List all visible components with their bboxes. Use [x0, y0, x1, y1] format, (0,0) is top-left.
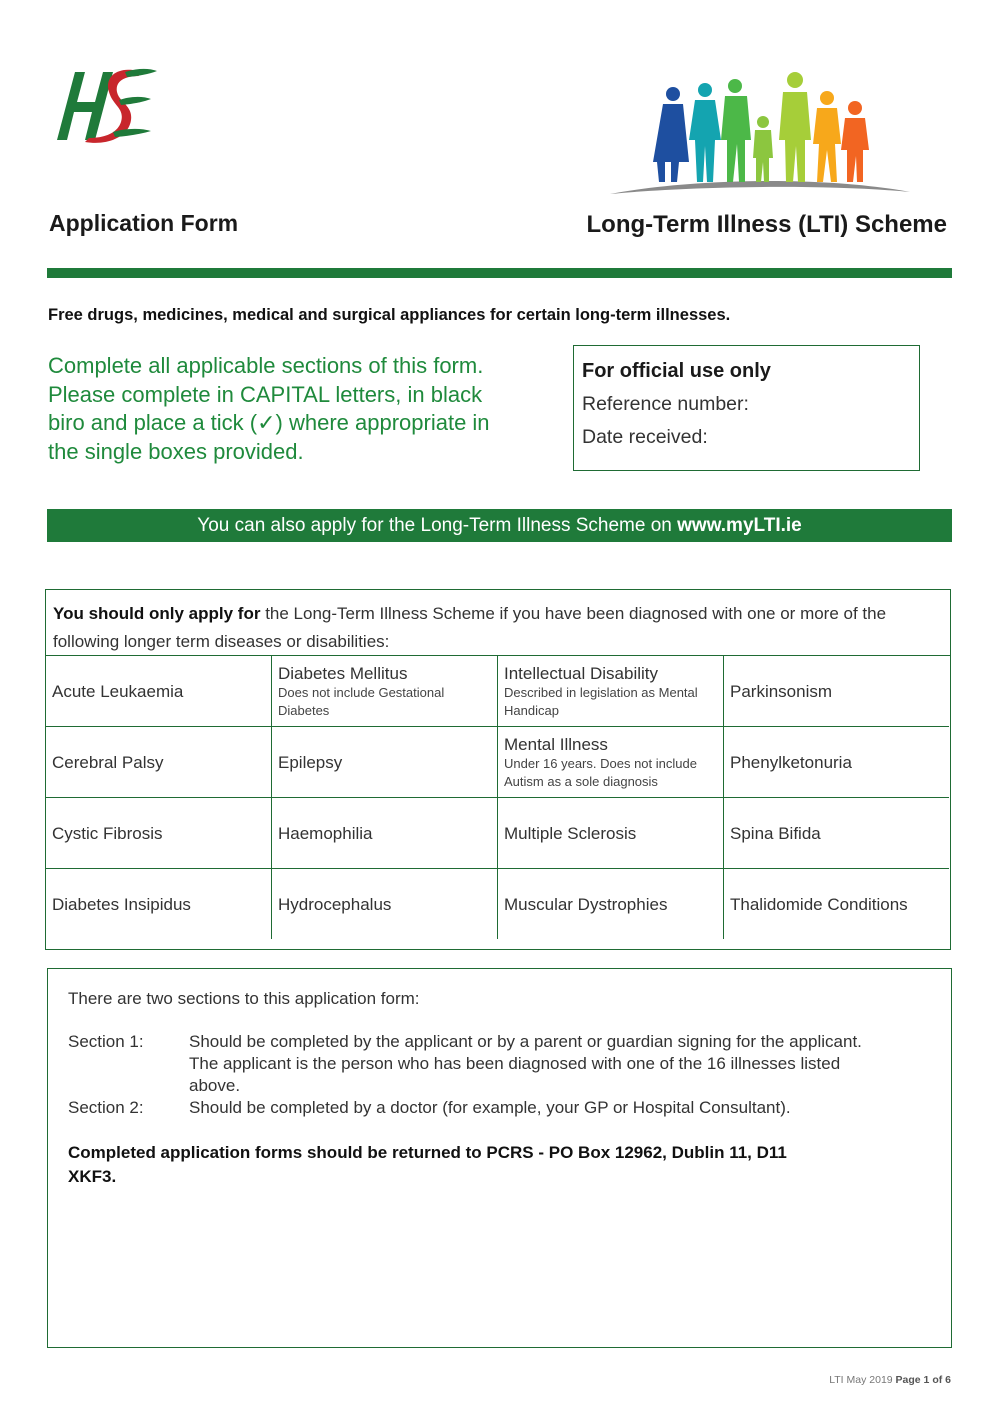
sections-intro: There are two sections to this application form:	[68, 989, 420, 1008]
hse-logo	[55, 62, 160, 147]
online-application-banner	[47, 509, 952, 542]
person-4	[753, 116, 773, 182]
illness-name: Parkinsonism	[730, 681, 833, 701]
illness-note: Under 16 years. Does not include Autism as a sole diagnosis	[504, 755, 697, 789]
illness-cell	[498, 656, 724, 727]
form-sections-box	[47, 968, 952, 1348]
illness-cell	[498, 727, 724, 798]
section-1-row	[68, 1031, 931, 1097]
people-illustration	[605, 70, 915, 198]
page-footer	[829, 1374, 951, 1386]
section-1-label: Section 1:	[68, 1032, 144, 1051]
section-2-row	[68, 1097, 931, 1119]
header-divider	[47, 268, 952, 278]
official-use-title: For official use only	[582, 360, 771, 382]
person-3	[721, 79, 751, 182]
illness-note: Described in legislation as Mental Handicap	[504, 684, 698, 718]
illness-cell	[498, 798, 724, 869]
form-title: Application Form	[49, 210, 239, 236]
section-2-text: Should be completed by a doctor (for example, your GP or Hospital Consultant).	[189, 1098, 791, 1117]
illness-note: Does not include Gestational Diabetes	[278, 684, 445, 718]
illness-name: Diabetes Insipidus	[52, 894, 191, 914]
illness-cell	[46, 869, 272, 939]
illness-name: Cerebral Palsy	[52, 752, 164, 772]
footer-version: LTI May 2019	[829, 1374, 896, 1386]
illness-name: Cystic Fibrosis	[52, 823, 163, 843]
illness-name: Haemophilia	[278, 823, 373, 843]
illness-name: Epilepsy	[278, 752, 343, 772]
date-received-label: Date received:	[582, 426, 708, 448]
illness-cell	[272, 727, 498, 798]
eligible-illnesses-box	[45, 589, 951, 950]
illness-name: Hydrocephalus	[278, 894, 392, 914]
person-6	[813, 91, 841, 182]
illness-cell	[272, 656, 498, 727]
person-7	[841, 101, 869, 182]
person-1	[653, 87, 689, 182]
section-1-text: Should be completed by the applicant or by a parent or guardian signing for the applicant. The applicant is the person who has been diagnosed with one of the 16 illnesses listed above.	[189, 1032, 862, 1095]
illness-name: Spina Bifida	[730, 823, 821, 843]
footer-page-number: Page 1 of 6	[895, 1374, 951, 1386]
illness-intro-bold: You should only apply for	[53, 604, 261, 623]
scheme-title: Long-Term Illness (LTI) Scheme	[586, 211, 947, 238]
illness-cell	[46, 656, 272, 727]
mylti-link[interactable]: www.myLTI.ie	[677, 515, 802, 536]
return-address-note: Completed application forms should be returned to PCRS - PO Box 12962, Dublin 11, D11 XKF3.	[68, 1143, 787, 1186]
illness-name: Muscular Dystrophies	[504, 894, 668, 914]
person-5	[779, 72, 811, 182]
illness-name: Mental Illness	[504, 734, 608, 754]
illness-cell	[724, 727, 949, 798]
illness-cell	[724, 798, 949, 869]
illness-intro-text: the Long-Term Illness Scheme if you have been diagnosed with one or more of the following longer term diseases or disabilities:	[53, 604, 887, 651]
illness-cell	[724, 869, 949, 939]
illness-intro	[46, 590, 950, 656]
illness-cell	[272, 869, 498, 939]
online-banner-text: You can also apply for the Long-Term Illness Scheme on	[197, 515, 678, 536]
illness-name: Multiple Sclerosis	[504, 823, 637, 843]
person-2	[689, 83, 721, 182]
illness-cell	[724, 656, 949, 727]
illness-grid	[46, 656, 950, 939]
illness-cell	[498, 869, 724, 939]
illness-name: Phenylketonuria	[730, 752, 852, 772]
reference-number-label: Reference number:	[582, 393, 749, 415]
form-instructions: Complete all applicable sections of this form. Please complete in CAPITAL letters, in black biro and place a tick (✓) where appropriate in the single boxes provided.	[48, 353, 490, 464]
illness-cell	[46, 798, 272, 869]
official-use-box	[573, 345, 920, 471]
illness-name: Thalidomide Conditions	[730, 894, 908, 914]
scheme-subtitle: Free drugs, medicines, medical and surgical appliances for certain long-term illnesses.	[48, 306, 731, 324]
illness-name: Intellectual Disability	[504, 663, 659, 683]
illness-name: Diabetes Mellitus	[278, 663, 408, 683]
section-2-label: Section 2:	[68, 1098, 144, 1117]
illness-name: Acute Leukaemia	[52, 681, 184, 701]
illness-cell	[272, 798, 498, 869]
illness-cell	[46, 727, 272, 798]
